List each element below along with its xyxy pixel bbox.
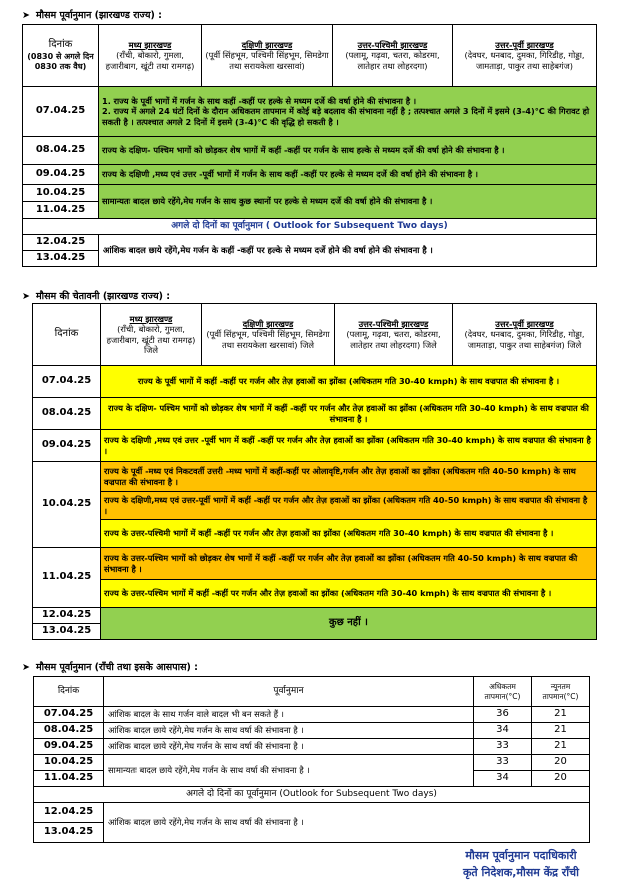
min-temp: 21 [532, 723, 590, 739]
ranchi-forecast-table [33, 676, 590, 843]
max-temp: 33 [474, 739, 532, 755]
signature-block [463, 848, 579, 880]
row-date: 10.04.25 [23, 185, 99, 202]
min-temp: 21 [532, 739, 590, 755]
arrow-right-icon: ➤ [22, 10, 30, 21]
row-date: 13.04.25 [33, 624, 101, 640]
row-date: 07.04.25 [33, 366, 101, 398]
date-header: दिनांक [34, 677, 104, 707]
row-date: 11.04.25 [34, 771, 104, 787]
row-date: 12.04.25 [33, 608, 101, 624]
table-row [33, 520, 597, 548]
outlook-row [23, 219, 597, 235]
table-row [34, 739, 590, 755]
row-warning-orange: राज्य के दक्षिणी,मध्य एवं उत्तर-पूर्वी भागों में कहीं -कहीं पर गर्जन और तेज़ हवाओं का झोंका (अधिकतम गति 40-50 kmph) के साथ वज्रपात की संभावना है । [101, 492, 597, 520]
forecast-state-table [22, 24, 597, 267]
table-header-row [33, 304, 597, 366]
arrow-right-icon: ➤ [22, 662, 30, 673]
row-warning-orange: राज्य के पूर्वी -मध्य एवं निकटवर्ती उत्तरी -मध्य भागों में कहीं-कहीं पर ओलावृष्टि,गर्जन और तेज़ हवाओं का झोंका (अधिकतम गति 40-50 kmph) के साथ वज्रपात की संभावना है । [101, 462, 597, 492]
region-central-header: मध्य झारखण्ड (राँची, बोकारो, गुमला, हजारीबाग, खूंटी तथा रामगढ़) जिले [101, 304, 202, 366]
row-date: 08.04.25 [23, 137, 99, 165]
section1-title: ➤ मौसम पूर्वानुमान (झारखण्ड राज्य) : [22, 10, 162, 21]
forecast-header: पूर्वानुमान [104, 677, 474, 707]
row-forecast: सामान्यतः बादल छाये रहेंगे,मेघ गर्जन के साथ वर्षा की संभावना है । [104, 755, 474, 787]
row-date: 09.04.25 [33, 430, 101, 462]
table-row [34, 803, 590, 823]
table-row [33, 398, 597, 430]
outlook-heading: अगले दो दिनों का पूर्वानुमान ( Outlook for Subsequent Two days) [23, 219, 597, 235]
table-row [33, 462, 597, 492]
table-row [33, 548, 597, 580]
row-warning-none: कुछ नहीं । [101, 608, 597, 640]
region-northeast-header: उत्तर-पूर्वी झारखण्ड (देवघर, धनबाद, दुमका, गिरिडीह, गोड्डा, जामताड़ा, पाकुर तथा साहेबगंज) [453, 25, 597, 87]
row-date: 08.04.25 [34, 723, 104, 739]
table-row [33, 430, 597, 462]
row-warning: राज्य के उत्तर-पश्चिमी भागों में कहीं -कहीं पर गर्जन और तेज़ हवाओं का झोंका (अधिकतम गति 30-40 kmph) के साथ वज्रपात की संभावना है । [101, 520, 597, 548]
table-header-row [34, 677, 590, 707]
table-row [34, 755, 590, 771]
date-header: दिनांक (0830 से अगले दिन 0830 तक वैध) [23, 25, 99, 87]
row-forecast: 1. राज्य के पूर्वी भागों में गर्जन के साथ कहीं -कहीं पर हल्के से मध्यम दर्जे की वर्षा होने की संभावना है । 2. राज्य में अगले 24 घंटों दिनों के दौरान अधिकतम तापमान में कोई बड़े बदलाव की संभावना नहीं है ; तत्पश्चात अगले 3 दिनों में इसमे (3-4)°C की गिरावट हो सकती है । तत्पश्चात अगले 2 दिनों में इसमे (3-4)°C की वृद्धि हो सकती है । [99, 87, 597, 137]
row-date: 12.04.25 [34, 803, 104, 823]
max-temp: 34 [474, 723, 532, 739]
row-warning: राज्य के दक्षिणी ,मध्य एवं उत्तर -पूर्वी भाग में कहीं -कहीं पर गर्जन और तेज़ हवाओं का झोंका (अधिकतम गति 30-40 kmph) के साथ वज्रपात की संभावना है । [101, 430, 597, 462]
row-date: 09.04.25 [23, 165, 99, 185]
region-central-header: मध्य झारखण्ड (राँची, बोकारो, गुमला, हजारीबाग, खूंटी तथा रामगढ़) [99, 25, 202, 87]
row-date: 09.04.25 [34, 739, 104, 755]
region-south-header: दक्षिणी झारखण्ड (पूर्वी सिंहभूम, पश्चिमी सिंहभूम, सिमडेगा तथा सरायकेला खरसावां) [202, 25, 333, 87]
table-row [23, 87, 597, 137]
table-row [34, 707, 590, 723]
min-temp: 21 [532, 707, 590, 723]
row-forecast: राज्य के दक्षिणी ,मध्य एवं उत्तर -पूर्वी भागों में गर्जन के साथ कहीं -कहीं पर हल्के से मध्यम दर्जे की वर्षा होने की संभावना है । [99, 165, 597, 185]
section2-title: ➤ मौसम की चेतावनी (झारखण्ड राज्य) : [22, 291, 171, 302]
row-forecast: सामान्यतः बादल छाये रहेंगे,मेघ गर्जन के साथ कुछ स्थानों पर हल्के से मध्यम दर्जे की वर्षा होने की संभावना है । [99, 185, 597, 219]
row-date: 07.04.25 [23, 87, 99, 137]
table-row [33, 608, 597, 624]
table-row [23, 185, 597, 202]
table-row [23, 235, 597, 251]
outlook-row [34, 787, 590, 803]
table-row [23, 137, 597, 165]
min-temp: 20 [532, 755, 590, 771]
row-warning-orange: राज्य के उत्तर-पश्चिम भागों को छोड़कर शेष भागों में कहीं -कहीं पर गर्जन और तेज़ हवाओं का झोंका (अधिकतम गति 40-50 kmph) के साथ वज्रपात की संभावना है । [101, 548, 597, 580]
row-warning: राज्य के उत्तर-पश्चिम भागों में कहीं -कहीं पर गर्जन और तेज़ हवाओं का झोंका (अधिकतम गति 30-40 kmph) के साथ वज्रपात की संभावना है । [101, 580, 597, 608]
row-date: 07.04.25 [34, 707, 104, 723]
outlook-heading: अगले दो दिनों का पूर्वानुमान (Outlook for Subsequent Two days) [34, 787, 590, 803]
row-forecast: आंशिक बादल के साथ गर्जन वाले बादल भी बन सकते हैं । [104, 707, 474, 723]
signature-line2: कृते निदेशक,मौसम केंद्र राँची [462, 866, 579, 879]
warning-state-table [32, 303, 597, 640]
max-temp-header: अधिकतम तापमान(°C) [474, 677, 532, 707]
table-row [34, 723, 590, 739]
row-date: 08.04.25 [33, 398, 101, 430]
max-temp: 33 [474, 755, 532, 771]
row-warning: राज्य के दक्षिण- पश्चिम भागों को छोड़कर शेष भागों में कहीं -कहीं पर गर्जन और तेज़ हवाओं का झोंका (अधिकतम गति 30-40 kmph) के साथ वज्रपात की संभावना है । [101, 398, 597, 430]
signature-line1: मौसम पूर्वानुमान पदाधिकारी [465, 849, 577, 862]
region-south-header: दक्षिणी झारखण्ड (पूर्वी सिंहभूम, पश्चिमी सिंहभूम, सिमडेगा तथा सरायकेला खरसावां) जिले [202, 304, 335, 366]
region-northwest-header: उत्तर-पश्चिमी झारखण्ड (पलामू, गढ़वा, चतरा, कोडरमा, लातेहार तथा लोहरदगा) [333, 25, 453, 87]
table-row [33, 366, 597, 398]
max-temp: 36 [474, 707, 532, 723]
row-date: 11.04.25 [33, 548, 101, 608]
max-temp: 34 [474, 771, 532, 787]
row-forecast: आंशिक बादल छाये रहेंगे,मेघ गर्जन के साथ वर्षा की संभावना है । [104, 723, 474, 739]
row-date: 10.04.25 [34, 755, 104, 771]
table-header-row [23, 25, 597, 87]
row-date: 10.04.25 [33, 462, 101, 548]
row-date: 13.04.25 [23, 251, 99, 267]
row-forecast: आंशिक बादल छाये रहेंगे,मेघ गर्जन के साथ वर्षा की संभावना है । [104, 803, 590, 843]
arrow-right-icon: ➤ [22, 291, 30, 302]
row-date: 13.04.25 [34, 823, 104, 843]
region-northeast-header: उत्तर-पूर्वी झारखण्ड (देवघर, धनबाद, दुमका, गिरिडीह, गोड्डा, जामताड़ा, पाकुर तथा साहेबगंज) जिले [453, 304, 597, 366]
row-warning: राज्य के पूर्वी भागों में कहीं -कहीं पर गर्जन और तेज़ हवाओं का झोंका (अधिकतम गति 30-40 kmph) के साथ वज्रपात की संभावना है । [101, 366, 597, 398]
table-row [33, 492, 597, 520]
row-forecast: आंशिक बादल छाये रहेंगे,मेघ गर्जन के साथ वर्षा की संभावना है । [104, 739, 474, 755]
min-temp: 20 [532, 771, 590, 787]
row-forecast: राज्य के दक्षिण- पश्चिम भागों को छोड़कर शेष भागों में कहीं -कहीं पर गर्जन के साथ हल्के से मध्यम दर्जे की वर्षा होने की संभावना है । [99, 137, 597, 165]
row-date: 11.04.25 [23, 202, 99, 219]
table-row [33, 580, 597, 608]
date-header: दिनांक [33, 304, 101, 366]
section3-title: ➤ मौसम पूर्वानुमान (राँची तथा इसके आसपास) : [22, 662, 198, 673]
min-temp-header: न्यूनतम तापमान(°C) [532, 677, 590, 707]
region-northwest-header: उत्तर-पश्चिमी झारखण्ड (पलामू, गढ़वा, चतरा, कोडरमा, लातेहार तथा लोहरदगा) जिले [335, 304, 453, 366]
table-row [23, 165, 597, 185]
row-date: 12.04.25 [23, 235, 99, 251]
row-forecast: आंशिक बादल छाये रहेंगे,मेघ गर्जन के कहीं -कहीं पर हल्के से मध्यम दर्जे होने की वर्षा होने की संभावना है । [99, 235, 597, 267]
